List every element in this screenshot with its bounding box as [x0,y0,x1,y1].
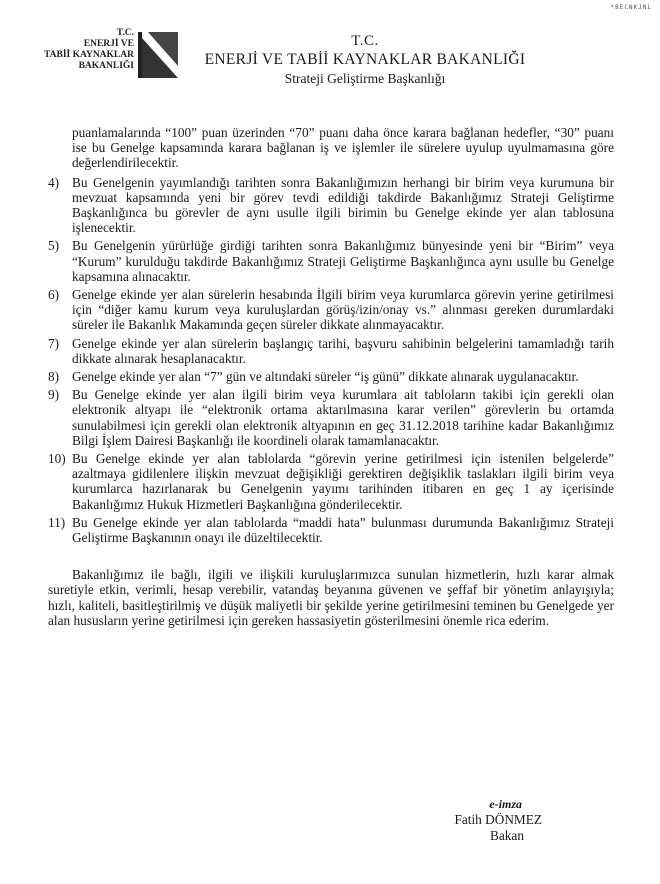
logo-text: T.C. ENERJİ VE TABİİ KAYNAKLAR BAKANLIĞI [43,28,134,71]
list-item [48,451,614,512]
header-tc: T.C. [351,33,379,49]
item-number: 10) [48,451,66,467]
item-number: 6) [48,287,60,303]
item-text: Bu Genelgenin yürürlüğe girdiği tarihten sonra Bakanlığımız bünyesinde yeni bir “Birim” veya “Kurum” kurulduğu takdirde Bakanlığımız Strateji Geliştirme Başkanlığınca aynı usulle bu Genelge kapsamına alınacaktır. [72,238,614,284]
item-text: Genelge ekinde yer alan sürelerin başlangıç tarihi, başvuru sahibinin belgelerini tamamladığı tarih dikkate alınarak hesaplanacaktır. [72,335,614,366]
item-text: Genelge ekinde yer alan “7” gün ve altındaki süreler “iş günü” dikkate alınarak uygulanacaktır. [72,369,579,385]
item-text: Bu Genelge ekinde yer alan tablolarda “görevin yerine getirilmesi için istenilen belgelerde” azaltmaya gidilenlere ilişkin mevzuat değişikliği gerektiren değişiklik taslakları ilgili birim veya kurumlarca hazırlanarak bu Genelgenin yayımı tarihinden itibaren en geç 1 ay içerisinde Bakanlığımız Hukuk Hizmetleri Başkanlığına gönderilecektir. [72,451,614,512]
intro-paragraph: puanlamalarında “100” puan üzerinden “70” puanı daha önce karara bağlanan hedefler, “30” puanı ise bu Genelge kapsamında karara bağlanan iş ve işlemler ile sürelere uyulup uyulmamasına göre değerlendirilecektir. [72,125,614,171]
item-number: 5) [48,238,60,254]
item-number: 7) [48,335,60,351]
item-number: 8) [48,369,60,385]
list-item [48,336,614,366]
list-item [48,369,614,384]
item-number: 9) [48,387,60,403]
item-number: 4) [48,174,60,190]
ministry-logo [28,28,178,84]
list-item [48,515,614,545]
item-text: Genelge ekinde yer alan sürelerin hesabında İlgili birim veya kurumlarca görevin yerine getirilmesi için “diğer kamu kurum veya kuruluşlardan görüş/izin/onay vs.” alınması gereken durumlardaki süreler ile Bakanlık Makamında geçen süreler dikkate alınmayacaktır. [72,287,614,333]
item-text: Bu Genelge ekinde yer alan ilgili birim veya kurumlara ait tabloların takibi için gerekli olan elektronik altyapı ile “elektronik ortama aktarılmasına karar verilen” görevlerin bu ortamda sunulabilmesi için gerekli olan elektronik altyapının en geç 31.12.2018 tarihine kadar Bakanlığımız Bilgi İşlem Dairesi Başkanlığı ile koordineli olarak tamamlanacaktır. [72,387,614,448]
signature-block [400,796,560,844]
page-header [180,32,550,88]
item-text: Bu Genelge ekinde yer alan tablolarda “maddi hata” bulunması durumunda Bakanlığımız Strateji Geliştirme Başkanının onayı ile düzeltilecektir. [72,514,614,546]
numbered-list [48,175,614,546]
closing-paragraph: Bakanlığımız ile bağlı, ilgili ve ilişkili kuruluşlarımızca sunulan hizmetlerin, hızlı karar almak suretiyle etkin, verimli, hesap verebilir, vatandaş beyanına güvenen ve şeffaf bir yönetim anlayışıyla; hızlı, kaliteli, basitleştirilmiş ve düşük maliyetli bir şekilde yerine getirilmesini teminen bu Genelgede yer alan hususların yerine getirilmesi için gereken hassasiyetin gösterilmesini önemle rica ederim. [48,567,614,628]
list-item [48,387,614,448]
signatory-name: Fatih DÖNMEZ [454,812,542,827]
e-signature-label: e-imza [489,797,522,811]
document-body [48,125,614,628]
item-text: Bu Genelgenin yayımlandığı tarihten sonra Bakanlığımızın herhangi bir birim veya kurumuna bir mevzuat kapsamında yeni bir görev tevdi edildiği takdirde Bakanlığımız Strateji Geliştirme Başkanlığınca bu görevler de aynı usulle ilgili birimin bu Genelge ekinde yer alan tablosuna işlenecektir. [72,174,614,236]
list-item [48,175,614,236]
header-ministry: ENERJİ VE TABİİ KAYNAKLAR BAKANLIĞI [204,51,526,68]
header-department: Strateji Geliştirme Başkanlığı [284,71,446,86]
list-item [48,238,614,284]
document-code: *BECNKJNL [610,4,652,11]
item-number: 11) [48,514,66,530]
signatory-title: Bakan [490,828,524,843]
list-item [48,287,614,333]
logo-mark-icon [138,32,178,78]
